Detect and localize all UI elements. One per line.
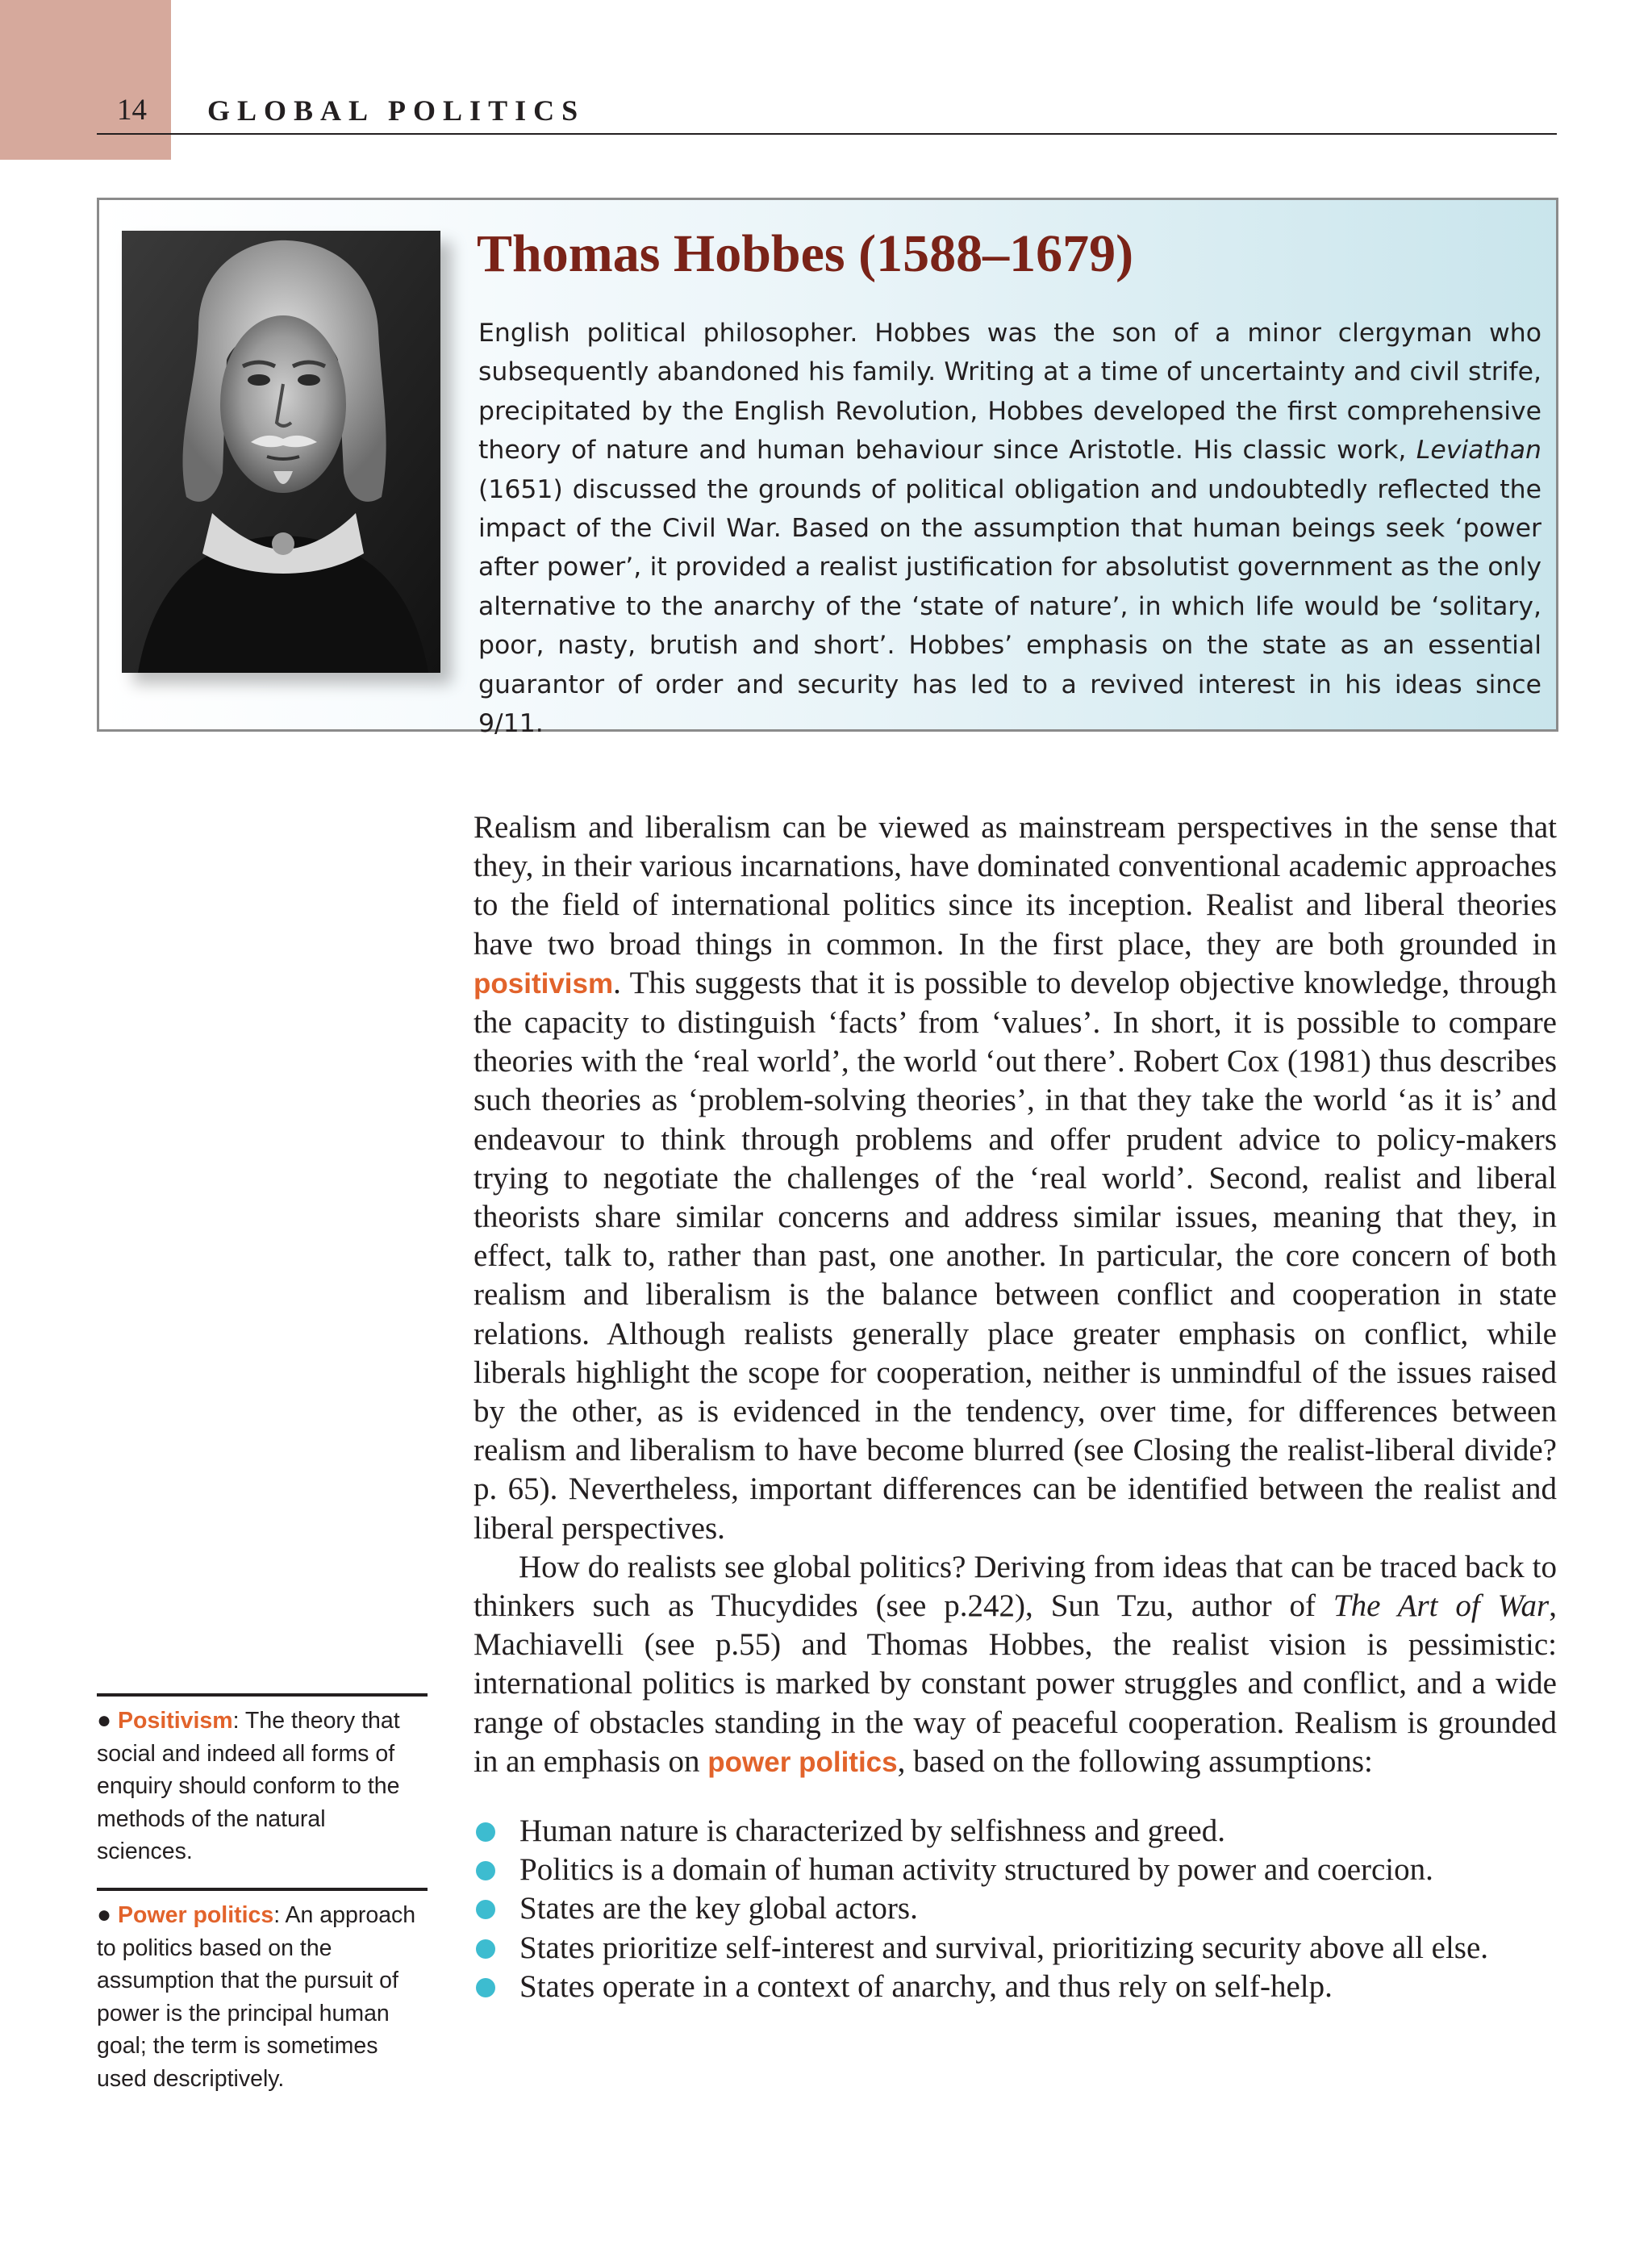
paragraph-2-text-a: How do realists see global politics? Deriving from ideas that can be traced back to thinkers such as Thucydides (see p.242), Sun Tzu, author of bbox=[473, 1549, 1557, 1624]
realism-assumptions-list bbox=[473, 1812, 1557, 2006]
list-item bbox=[473, 1889, 1557, 1928]
list-item bbox=[473, 1968, 1557, 2006]
keyword-power-politics: power politics bbox=[707, 1746, 898, 1778]
biography-text-part-2: (1651) discussed the grounds of political obligation and undoubtedly reflected the impact of the Civil War. Based on the assumption that human beings seek ‘power after power’, it provided a realist justification for absolutist government as the only alternative to the anarchy of the ‘state of nature’, in which life would be ‘solitary, poor, nasty, brutish and short’. Hobbes’ emphasis on the state as an essential guarantor of order and security has led to a revived interest in his ideas since 9/11. bbox=[478, 474, 1541, 739]
page-number: 14 bbox=[117, 94, 147, 127]
main-text-column bbox=[473, 808, 1557, 2006]
list-item-text: Politics is a domain of human activity structured by power and coercion. bbox=[519, 1852, 1433, 1888]
biography-work-title: Leviathan bbox=[1416, 436, 1541, 465]
body-paragraph-2 bbox=[473, 1548, 1557, 1782]
glossary-definition: : An approach to politics based on the assumption that the pursuit of power is the principal human goal; the term is sometimes used descriptively. bbox=[97, 1902, 416, 2092]
list-item-text: States operate in a context of anarchy, and thus rely on self-help. bbox=[519, 1968, 1333, 2004]
keyword-positivism: positivism bbox=[473, 967, 614, 1000]
header-rule bbox=[97, 133, 1557, 135]
glossary-definition: : The theory that social and indeed all forms of enquiry should conform to the methods of the natural sciences. bbox=[97, 1708, 400, 1864]
list-item bbox=[473, 1929, 1557, 1968]
paragraph-2-text-c: , based on the following assumptions: bbox=[897, 1743, 1373, 1779]
biography-text bbox=[478, 314, 1541, 743]
paragraph-1-text-a: Realism and liberalism can be viewed as mainstream perspectives in the sense that they, in their various incarnations, have dominated conventional academic approaches to the field of international politics since its inception. Realist and liberal theories have two broad things in common. In the first place, they are both grounded in bbox=[473, 810, 1557, 962]
glossary-bullet-icon: ● bbox=[97, 1707, 112, 1734]
body-paragraph-1 bbox=[473, 808, 1557, 1548]
list-item-text: States prioritize self-interest and survival, prioritizing security above all else. bbox=[519, 1930, 1489, 1965]
biography-box bbox=[97, 198, 1558, 739]
biography-text-part-1: English political philosopher. Hobbes was the son of a minor clergyman who subsequently abandoned his family. Writing at a time of uncertainty and civil strife, precipitated by the English Revolution, Hobbes developed the first comprehensive theory of nature and human behaviour since Aristotle. His classic work, bbox=[478, 319, 1541, 465]
bullet-dot-icon bbox=[476, 1861, 495, 1880]
page-corner-tab bbox=[0, 0, 171, 160]
paragraph-2-text-b: , Machiavelli (see p.55) and Thomas Hobbes, the realist vision is pessimistic: international politics is marked by constant power struggles and conflict, and a wide range of obstacles standing in the way of peaceful cooperation. Realism is grounded in an emphasis on bbox=[473, 1588, 1557, 1779]
paragraph-1-text-b: . This suggests that it is possible to develop objective knowledge, through the capacity to distinguish ‘facts’ from ‘values’. In short, it is possible to compare theories with the ‘real world’, the world ‘out there’. Robert Cox (1981) thus describes such theories as ‘problem-solving theories’, in that they take the world ‘as it is’ and endeavour to think through problems and offer prudent advice to policy-makers trying to negotiate the challenges of the ‘real world’. Second, realist and liberal theorists share similar concerns and address similar issues, meaning that they, in effect, talk to, rather than past, one another. In particular, the core concern of both realism and liberalism is the balance between conflict and cooperation in state relations. Although realists generally place greater emphasis on conflict, while liberals highlight the scope for cooperation, neither is unmindful of the issues raised by the other, as is evidenced in the tendency, over time, for differences between realism and liberalism to have become blurred (see Closing the realist-liberal divide? p. 65). Nevertheless, important differences can be identified between the realist and liberal perspectives. bbox=[473, 965, 1557, 1546]
hobbes-portrait bbox=[122, 231, 440, 673]
glossary-positivism bbox=[97, 1693, 428, 1868]
list-item-text: Human nature is characterized by selfishness and greed. bbox=[519, 1813, 1225, 1849]
running-head: GLOBAL POLITICS bbox=[207, 94, 586, 127]
book-title-art-of-war: The Art of War bbox=[1333, 1588, 1550, 1624]
biography-title: Thomas Hobbes (1588–1679) bbox=[477, 224, 1134, 283]
bullet-dot-icon bbox=[476, 1900, 495, 1919]
list-item-text: States are the key global actors. bbox=[519, 1891, 918, 1926]
glossary-power-politics bbox=[97, 1888, 428, 2095]
portrait-engraving bbox=[122, 231, 440, 673]
glossary-term: Power politics bbox=[118, 1902, 274, 1928]
glossary-term: Positivism bbox=[118, 1708, 233, 1734]
bullet-dot-icon bbox=[476, 1822, 495, 1842]
glossary-bullet-icon: ● bbox=[97, 1901, 112, 1928]
bullet-dot-icon bbox=[476, 1978, 495, 1997]
list-item bbox=[473, 1851, 1557, 1889]
bullet-dot-icon bbox=[476, 1939, 495, 1959]
list-item bbox=[473, 1812, 1557, 1851]
